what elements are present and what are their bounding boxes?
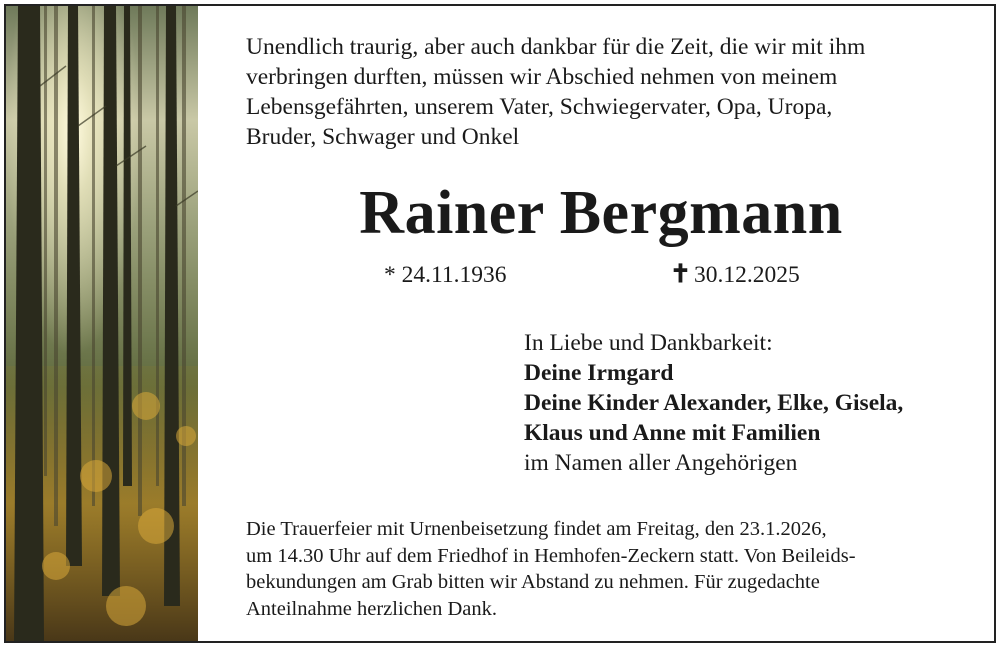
signoff-intro: In Liebe und Dankbarkeit:: [524, 330, 773, 356]
death-date: [670, 260, 800, 290]
birth-date-value: 24.11.1936: [401, 262, 507, 288]
service-line: Die Trauerfeier mit Urnenbeisetzung findet am Freitag, den 23.1.2026,: [246, 518, 827, 540]
signoff-line: Klaus und Anne mit Familien: [524, 420, 821, 446]
forest-photo: [6, 6, 198, 641]
notice-content: [246, 6, 956, 641]
signoff-line: Deine Kinder Alexander, Elke, Gisela,: [524, 390, 904, 416]
intro-line: Lebensgefährten, unserem Vater, Schwiegervater, Opa, Uropa,: [246, 94, 833, 120]
deceased-name: Rainer Bergmann: [359, 179, 843, 247]
service-line: Anteilnahme herzlichen Dank.: [246, 597, 498, 620]
cross-icon: ✝: [670, 261, 691, 288]
death-date-value: 30.12.2025: [693, 262, 800, 288]
intro-text: [246, 32, 956, 152]
intro-line: Bruder, Schwager und Onkel: [246, 124, 520, 150]
intro-line: verbringen durften, müssen wir Abschied nehmen von meinem: [246, 64, 838, 90]
birth-star-icon: *: [384, 262, 396, 288]
obituary-notice: [4, 4, 996, 643]
forest-photo-icon: [6, 6, 198, 641]
service-line: bekundungen am Grab bitten wir Abstand zu nehmen. Für zugedachte: [246, 571, 820, 593]
signoff-line: Deine Irmgard: [524, 360, 674, 386]
signoff: [524, 328, 903, 478]
service-info: [246, 516, 944, 622]
service-line: um 14.30 Uhr auf dem Friedhof in Hemhofen-Zeckern statt. Von Beileids-: [246, 544, 856, 567]
signoff-closing: im Namen aller Angehörigen: [524, 450, 798, 476]
birth-date: [384, 260, 507, 290]
intro-line: Unendlich traurig, aber auch dankbar für die Zeit, die wir mit ihm: [246, 34, 866, 60]
